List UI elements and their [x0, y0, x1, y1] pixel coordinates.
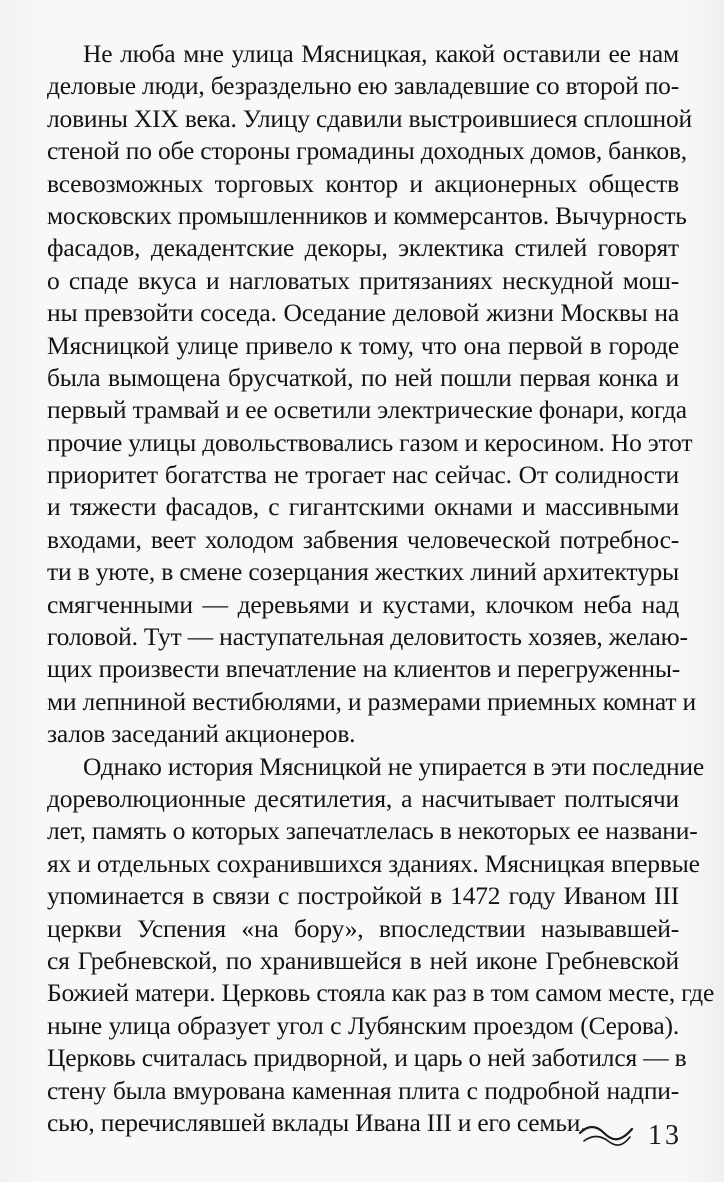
text-line: была вымощена брусчаткой, по ней пошли первая конка и	[47, 362, 679, 392]
text-line: о спаде вкуса и нагловатых притязаниях нескудной мош-	[47, 265, 679, 295]
text-line: упоминается в связи с постройкой в 1472 году Иваном III	[47, 881, 679, 911]
swash-ornament-icon	[578, 1123, 634, 1149]
text-line: входами, веет холодом забвения человеческой потребнос-	[47, 524, 679, 554]
text-line: Мясницкой улице привело к тому, что она первой в городе	[47, 330, 679, 360]
text-line: головой. Тут — наступательная деловитость хозяев, желаю-	[47, 622, 688, 652]
text-line: и тяжести фасадов, с гигантскими окнами и массивными	[47, 492, 679, 522]
text-line: стену была вмурована каменная плита с подробной надпи-	[47, 1075, 679, 1105]
body-text	[47, 38, 715, 1139]
text-line: фасадов, декадентские декоры, эклектика стилей говорят	[47, 233, 679, 263]
text-line: Церковь считалась придворной, и царь о ней заботился — в	[47, 1043, 687, 1073]
paragraph-1	[47, 38, 696, 751]
page-footer	[578, 1120, 682, 1152]
text-line: Однако история Мясницкой не упирается в эти последние	[83, 751, 704, 781]
text-line: деловые люди, безраздельно ею завладевшие со второй по-	[47, 71, 679, 101]
text-line: смягченными — деревьями и кустами, клочком неба над	[47, 589, 679, 619]
page-number: 13	[648, 1120, 682, 1151]
text-line: Божией матери. Церковь стояла как раз в том самом месте, где	[47, 978, 715, 1008]
text-line: лет, память о которых запечатлелась в некоторых ее названи-	[47, 816, 698, 846]
text-line: всевозможных торговых контор и акционерных обществ	[47, 168, 679, 198]
text-line: первый трамвай и ее осветили электрические фонари, когда	[47, 395, 687, 425]
text-line: щих произвести впечатление на клиентов и перегруженны-	[47, 654, 681, 684]
paragraph-2	[47, 751, 715, 1140]
text-line: ми лепниной вестибюлями, и размерами приемных комнат и	[47, 686, 696, 716]
text-line: дореволюционные десятилетия, а насчитывает полтысячи	[47, 783, 679, 813]
text-line: ны превзойти соседа. Оседание деловой жизни Москвы на	[47, 298, 679, 328]
text-line: церкви Успения «на бору», впоследствии называвшей-	[47, 913, 679, 943]
text-line: прочие улицы довольствовались газом и керосином. Но этот	[47, 427, 693, 457]
text-line: Не люба мне улица Мясницкая, какой оставили ее нам	[83, 39, 679, 68]
text-line: ныне улица образует угол с Лубянским проездом (Серова).	[47, 1010, 679, 1040]
text-line: московских промышленников и коммерсантов. Вычурность	[47, 200, 687, 230]
text-line: ловины XIX века. Улицу сдавили выстроившиеся сплошной	[47, 103, 692, 133]
text-line: ся Гребневской, по хранившейся в ней иконе Гребневской	[47, 945, 679, 975]
text-line: залов заседаний акционеров.	[47, 719, 356, 749]
text-line: стеной по обе стороны громадины доходных домов, банков,	[47, 136, 687, 166]
text-line: сью, перечислявшей вклады Ивана III и его семьи.	[47, 1107, 587, 1137]
text-line: ти в уюте, в смене созерцания жестких линий архитектуры	[47, 557, 679, 587]
text-line: ях и отдельных сохранившихся зданиях. Мясницкая впервые	[47, 848, 700, 878]
text-line: приоритет богатства не трогает нас сейчас. От солидности	[47, 460, 679, 490]
